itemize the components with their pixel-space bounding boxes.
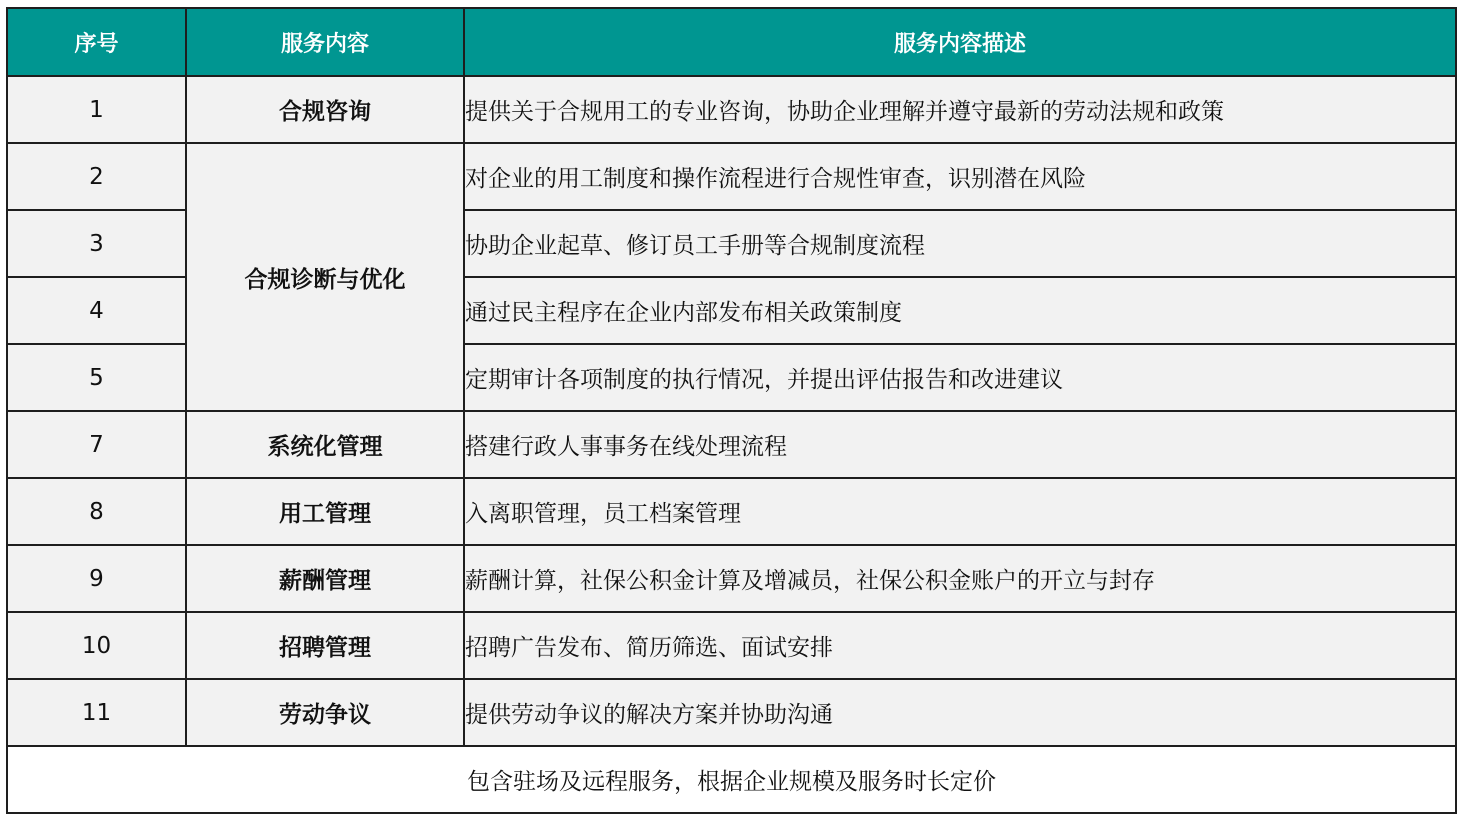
row-index: 4 [7, 277, 186, 344]
header-index: 序号 [7, 8, 186, 76]
row-service: 招聘管理 [186, 612, 464, 679]
table-row [7, 76, 1456, 143]
row-description: 招聘广告发布、简历筛选、面试安排 [464, 612, 1456, 679]
table-row [7, 411, 1456, 478]
row-service: 薪酬管理 [186, 545, 464, 612]
service-table [6, 7, 1457, 814]
pricing-note: 包含驻场及远程服务，根据企业规模及服务时长定价 [7, 746, 1456, 813]
row-description: 提供劳动争议的解决方案并协助沟通 [464, 679, 1456, 746]
row-index: 3 [7, 210, 186, 277]
row-index: 11 [7, 679, 186, 746]
header-description: 服务内容描述 [464, 8, 1456, 76]
row-index: 1 [7, 76, 186, 143]
row-service: 合规咨询 [186, 76, 464, 143]
row-index: 9 [7, 545, 186, 612]
table-row [7, 679, 1456, 746]
table-header-row [7, 8, 1456, 76]
row-service: 系统化管理 [186, 411, 464, 478]
row-description: 对企业的用工制度和操作流程进行合规性审查，识别潜在风险 [464, 143, 1456, 210]
table-footer-row [7, 746, 1456, 813]
row-index: 5 [7, 344, 186, 411]
table-row [7, 478, 1456, 545]
row-index: 2 [7, 143, 186, 210]
row-service: 合规诊断与优化 [186, 143, 464, 411]
table-row [7, 545, 1456, 612]
header-service: 服务内容 [186, 8, 464, 76]
row-description: 通过民主程序在企业内部发布相关政策制度 [464, 277, 1456, 344]
row-description: 薪酬计算，社保公积金计算及增减员，社保公积金账户的开立与封存 [464, 545, 1456, 612]
row-description: 入离职管理，员工档案管理 [464, 478, 1456, 545]
row-description: 提供关于合规用工的专业咨询，协助企业理解并遵守最新的劳动法规和政策 [464, 76, 1456, 143]
row-service: 用工管理 [186, 478, 464, 545]
row-service: 劳动争议 [186, 679, 464, 746]
row-index: 10 [7, 612, 186, 679]
table-row [7, 143, 1456, 210]
row-index: 7 [7, 411, 186, 478]
table-row [7, 612, 1456, 679]
row-description: 协助企业起草、修订员工手册等合规制度流程 [464, 210, 1456, 277]
row-description: 搭建行政人事事务在线处理流程 [464, 411, 1456, 478]
row-description: 定期审计各项制度的执行情况，并提出评估报告和改进建议 [464, 344, 1456, 411]
row-index: 8 [7, 478, 186, 545]
